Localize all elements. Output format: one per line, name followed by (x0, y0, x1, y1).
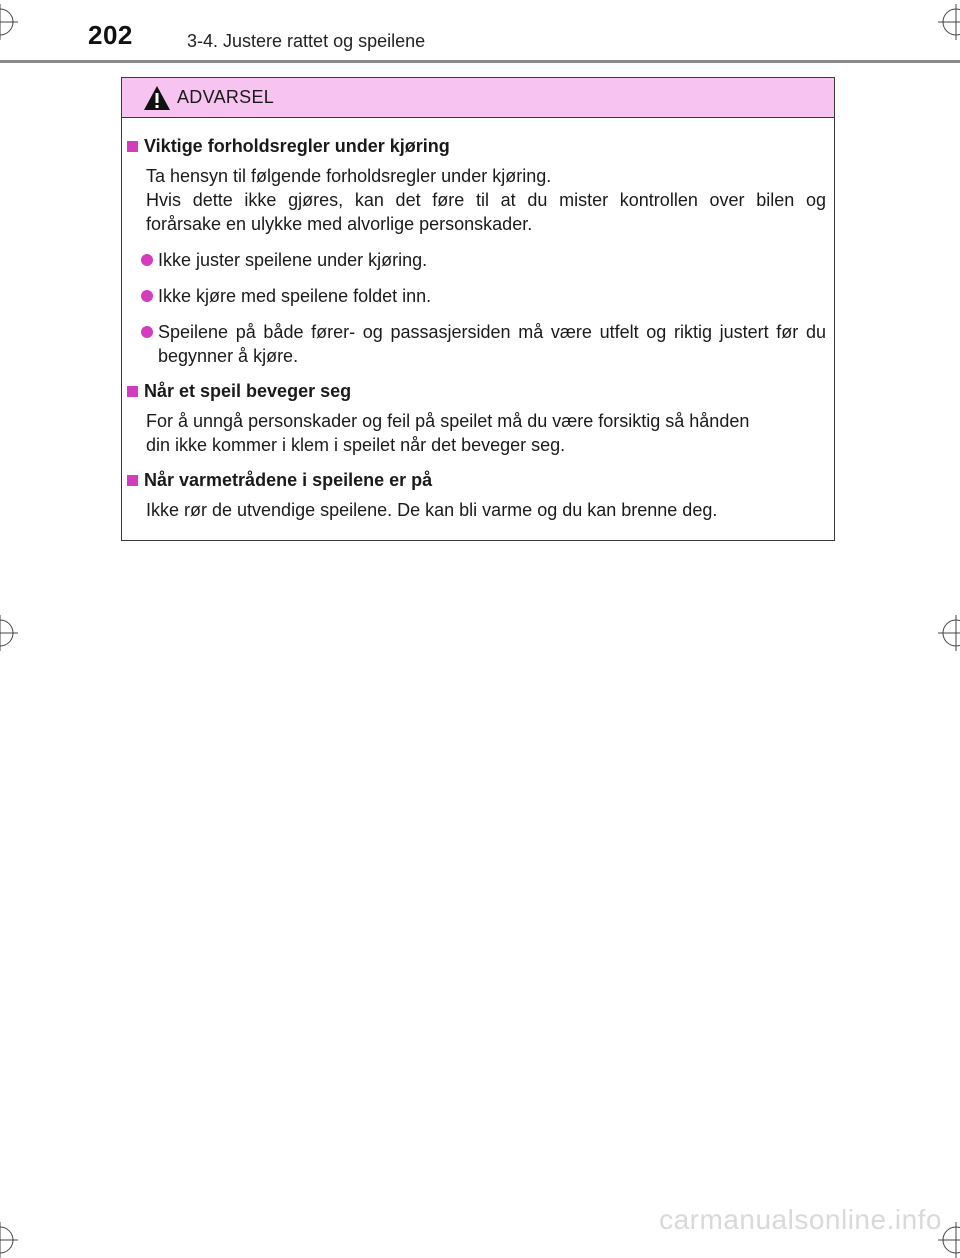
section-heading (127, 134, 826, 158)
section-paragraph (127, 498, 826, 522)
round-bullet-icon (141, 326, 153, 338)
paragraph-line: forårsake en ulykke med alvorlige personskader. (146, 214, 533, 234)
registration-mark-bottom-left (0, 1222, 18, 1258)
list-item (127, 248, 826, 272)
list-item-text: Ikke juster speilene under kjøring. (158, 250, 428, 270)
registration-mark-top-left (0, 4, 18, 40)
warning-section-driving (127, 134, 826, 368)
warning-triangle-icon (143, 85, 171, 111)
list-item-text: Speilene på både fører- og passasjersiden må være utfelt og riktig justert før du begynner å kjøre. (158, 322, 826, 366)
list-item (127, 284, 826, 308)
header-divider (0, 60, 960, 63)
registration-mark-middle-left (0, 615, 18, 651)
warning-section-heaters-on (127, 468, 826, 522)
paragraph-line: Ta hensyn til følgende forholdsregler under kjøring. (146, 166, 552, 186)
round-bullet-icon (141, 254, 153, 266)
section-heading-text: Når et speil beveger seg (144, 381, 352, 401)
warning-box (121, 77, 835, 541)
paragraph-line: Ikke rør de utvendige speilene. De kan bli varme og du kan brenne deg. (146, 500, 718, 520)
section-heading (127, 468, 826, 492)
registration-mark-top-right (938, 4, 960, 40)
section-heading (127, 379, 826, 403)
square-bullet-icon (127, 386, 138, 397)
registration-mark-middle-right (938, 615, 960, 651)
warning-header (122, 78, 834, 118)
list-item-text: Ikke kjøre med speilene foldet inn. (158, 286, 432, 306)
warning-title: ADVARSEL (177, 87, 275, 107)
section-paragraph (127, 409, 826, 457)
list-item (127, 320, 826, 368)
warning-section-mirror-moving (127, 379, 826, 457)
paragraph-line: Hvis dette ikke gjøres, kan det føre til at du mister kontrollen over bilen og (146, 190, 826, 210)
section-paragraph (127, 164, 826, 236)
paragraph-line: For å unngå personskader og feil på speilet må du være forsiktig så hånden (146, 411, 750, 431)
section-heading-text: Viktige forholdsregler under kjøring (144, 136, 450, 156)
round-bullet-icon (141, 290, 153, 302)
bullet-list (127, 248, 826, 368)
warning-body (122, 118, 834, 540)
square-bullet-icon (127, 475, 138, 486)
section-title: 3-4. Justere rattet og speilene (187, 31, 426, 51)
square-bullet-icon (127, 141, 138, 152)
section-heading-text: Når varmetrådene i speilene er på (144, 470, 433, 490)
page-number: 202 (88, 20, 133, 50)
watermark: carmanualsonline.info (659, 1204, 942, 1235)
paragraph-line: din ikke kommer i klem i speilet når det beveger seg. (146, 435, 566, 455)
